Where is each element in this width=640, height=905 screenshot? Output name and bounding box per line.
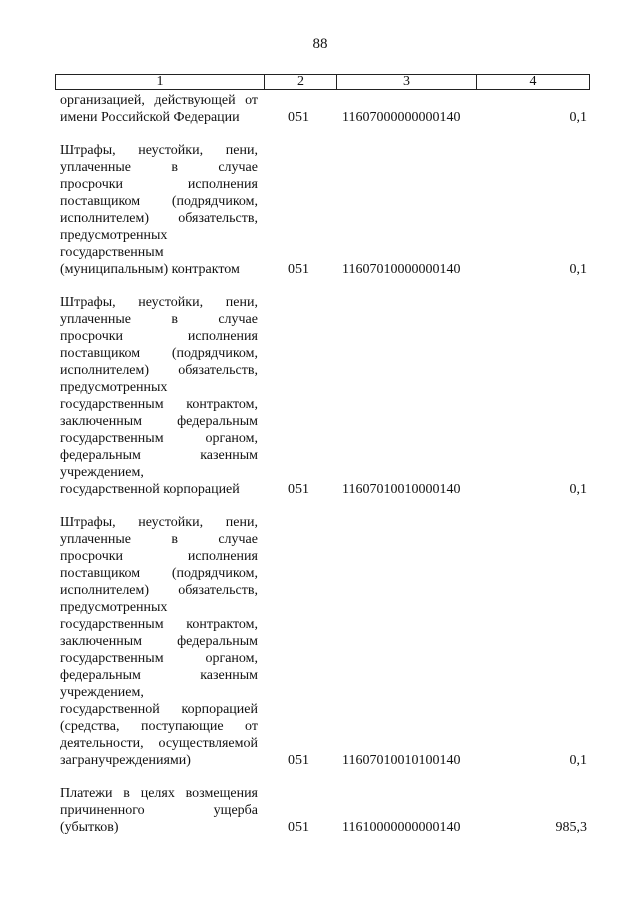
description-line: имени Российской Федерации (60, 110, 240, 125)
admin-code: 051 (288, 110, 309, 125)
header-col-4: 4 (529, 74, 537, 89)
amount-value: 0,1 (569, 753, 587, 768)
description-line: учреждением, (60, 685, 144, 700)
description-line: просрочки исполнения (60, 177, 258, 192)
description-line: деятельности, осуществляемой (60, 736, 258, 751)
description-line: заключенным федеральным (60, 634, 258, 649)
description-line: Штрафы, неустойки, пени, (60, 515, 258, 530)
description-line: поставщиком (подрядчиком, (60, 566, 258, 581)
description-line: государственным органом, (60, 431, 258, 446)
amount-value: 0,1 (569, 262, 587, 277)
row-description (60, 142, 258, 278)
header-col-1: 1 (56, 75, 265, 89)
table-row (0, 142, 640, 278)
description-line: причиненного ущерба (60, 803, 258, 818)
header-col-2: 2 (265, 75, 337, 89)
description-line: государственной корпорацией (60, 702, 258, 717)
description-line: исполнителем) обязательств, (60, 211, 258, 226)
description-line: организацией, действующей от (60, 93, 258, 108)
description-line: федеральным казенным (60, 448, 258, 463)
table-body (0, 92, 640, 852)
description-line: уплаченные в случае (60, 160, 258, 175)
amount-value: 0,1 (569, 110, 587, 125)
description-line: поставщиком (подрядчиком, (60, 346, 258, 361)
row-description (60, 92, 258, 126)
budget-classification-code: 11607010000000140 (342, 262, 461, 277)
description-line: Штрафы, неустойки, пени, (60, 143, 258, 158)
description-line: загранучреждениями) (60, 753, 191, 768)
description-line: Платежи в целях возмещения (60, 786, 258, 801)
description-line: (средства, поступающие от (60, 719, 258, 734)
description-line: исполнителем) обязательств, (60, 583, 258, 598)
description-line: федеральным казенным (60, 668, 258, 683)
budget-classification-code: 11607010010000140 (342, 482, 461, 497)
description-line: предусмотренных (60, 380, 168, 395)
description-line: (муниципальным) контрактом (60, 262, 240, 277)
description-line: предусмотренных (60, 600, 168, 615)
table-row (0, 294, 640, 498)
amount-value: 985,3 (555, 820, 587, 835)
description-line: уплаченные в случае (60, 532, 258, 547)
admin-code: 051 (288, 753, 309, 768)
description-line: просрочки исполнения (60, 549, 258, 564)
description-line: учреждением, (60, 465, 144, 480)
amount-value: 0,1 (569, 482, 587, 497)
description-line: поставщиком (подрядчиком, (60, 194, 258, 209)
admin-code: 051 (288, 482, 309, 497)
description-line: исполнителем) обязательств, (60, 363, 258, 378)
row-description (60, 294, 258, 498)
description-line: предусмотренных (60, 228, 168, 243)
description-line: государственным (60, 245, 164, 260)
description-line: государственной корпорацией (60, 482, 240, 497)
description-line: государственным контрактом, (60, 397, 258, 412)
description-line: просрочки исполнения (60, 329, 258, 344)
admin-code: 051 (288, 820, 309, 835)
description-line: уплаченные в случае (60, 312, 258, 327)
row-description (60, 785, 258, 836)
description-line: государственным контрактом, (60, 617, 258, 632)
description-line: (убытков) (60, 820, 119, 835)
budget-classification-code: 11607000000000140 (342, 110, 461, 125)
description-line: Штрафы, неустойки, пени, (60, 295, 258, 310)
table-row (0, 514, 640, 769)
description-line: заключенным федеральным (60, 414, 258, 429)
table-row (0, 785, 640, 836)
table-header (55, 74, 590, 90)
table-row (0, 92, 640, 126)
header-col-3: 3 (337, 75, 477, 89)
row-description (60, 514, 258, 769)
page-number: 88 (312, 36, 328, 52)
budget-classification-code: 11607010010100140 (342, 753, 461, 768)
budget-classification-code: 11610000000000140 (342, 820, 461, 835)
admin-code: 051 (288, 262, 309, 277)
description-line: государственным органом, (60, 651, 258, 666)
